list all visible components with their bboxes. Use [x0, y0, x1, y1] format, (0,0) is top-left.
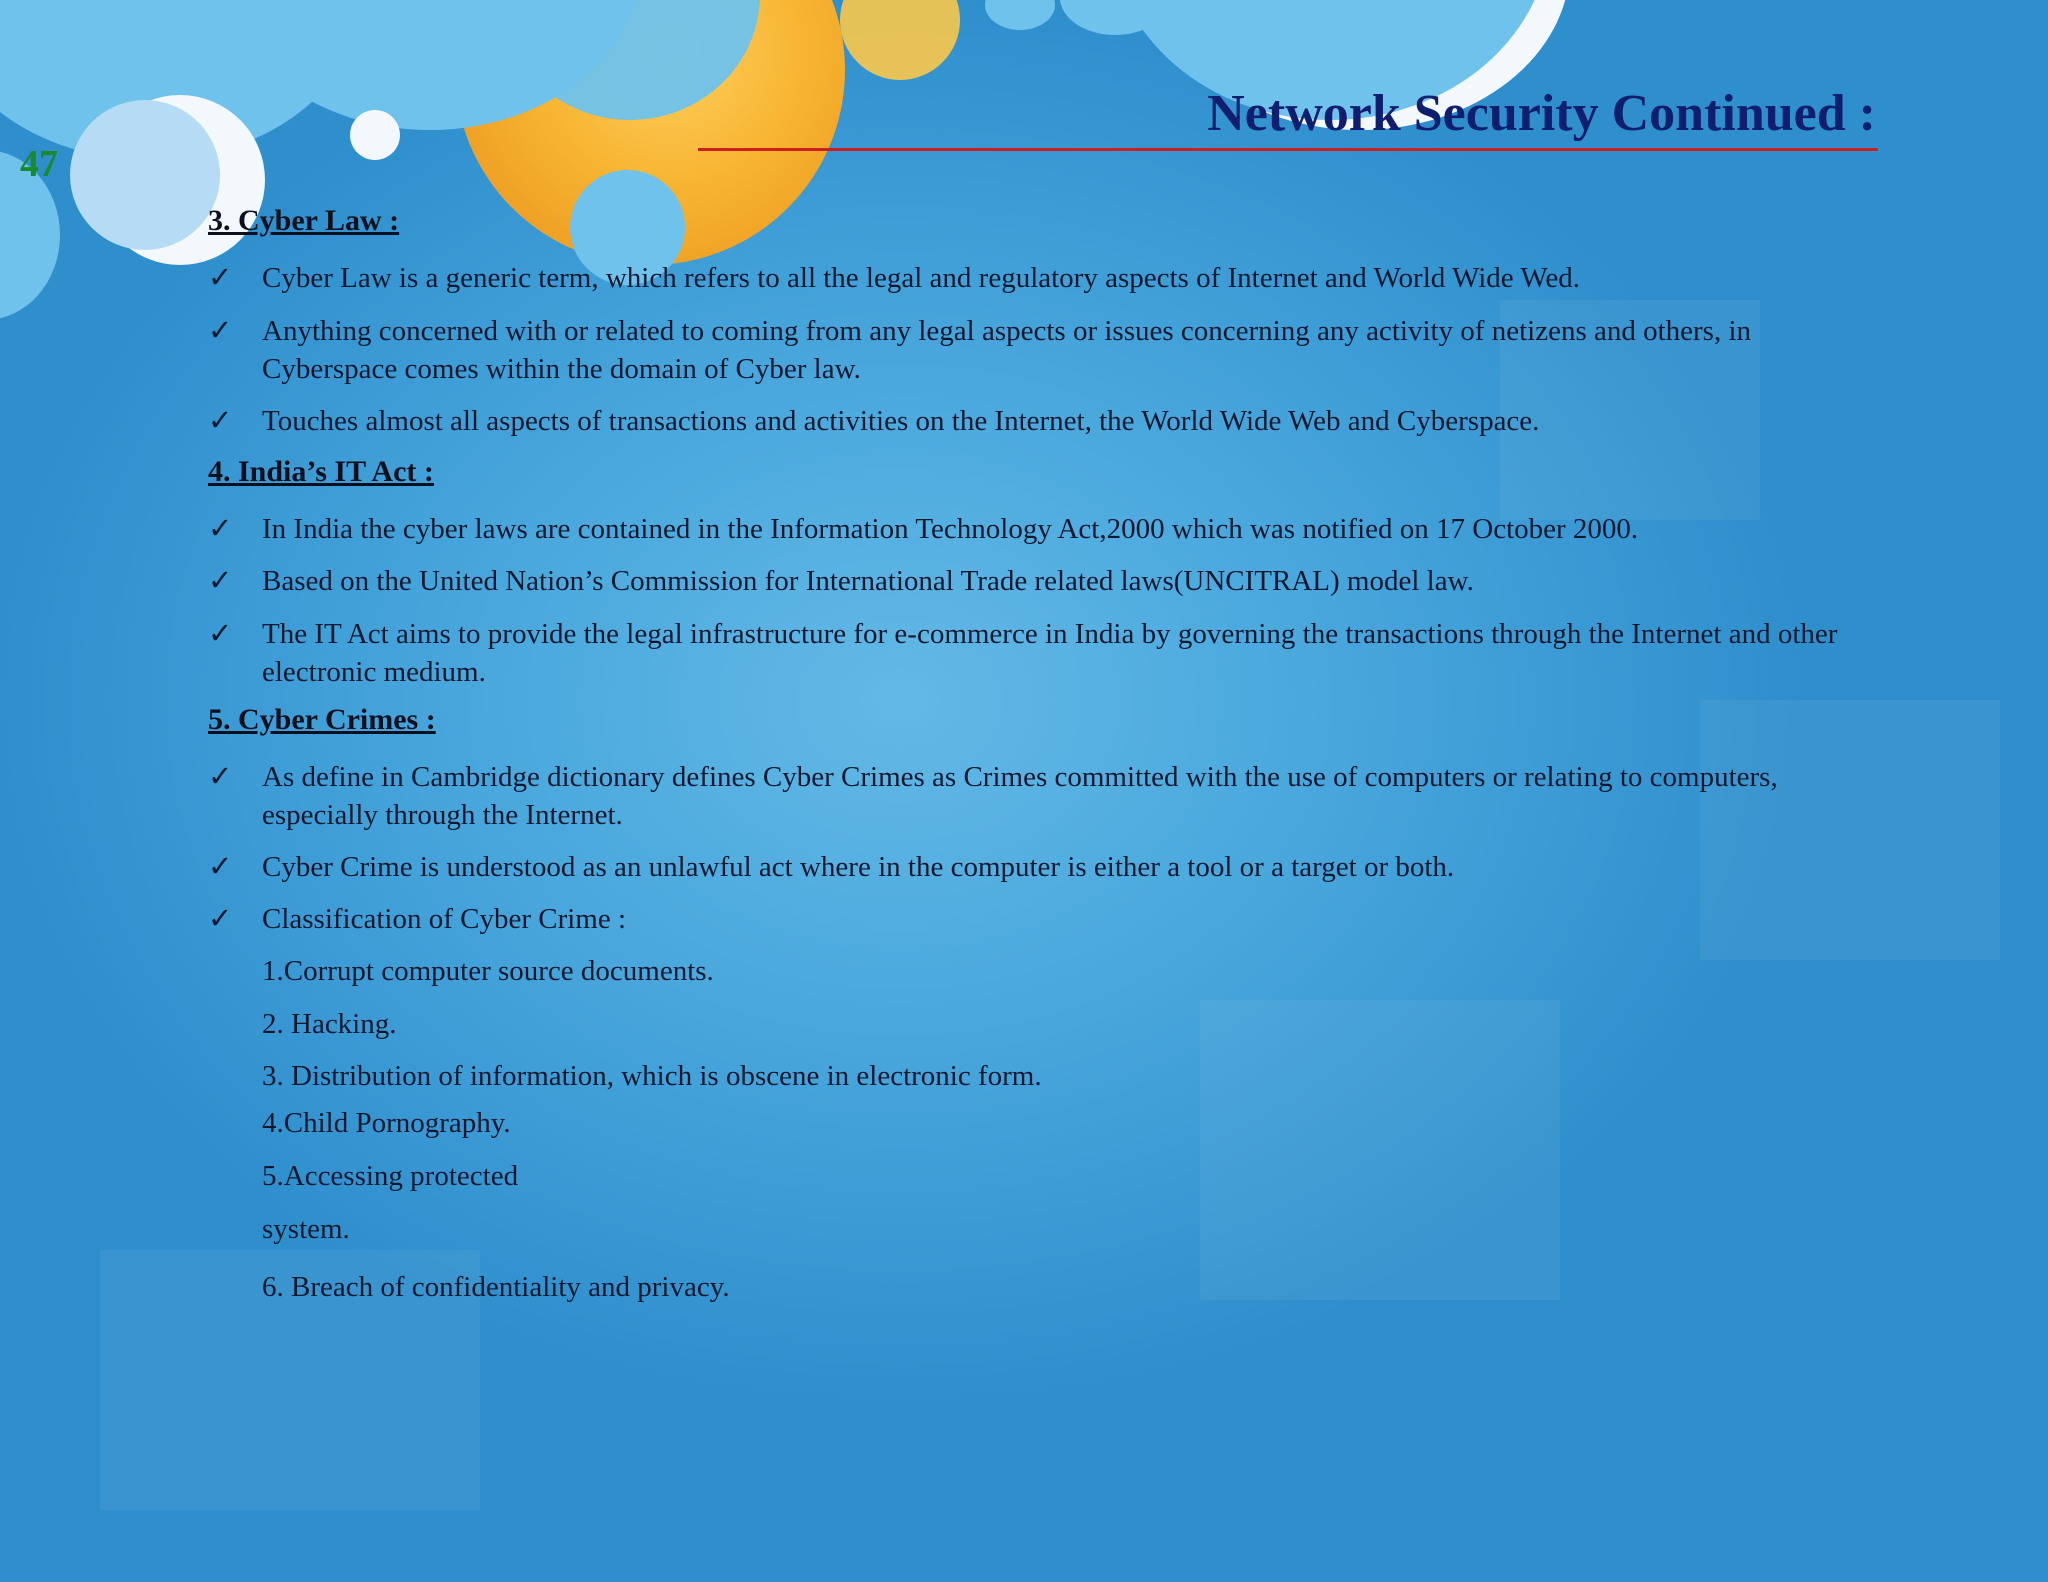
slide-title: Network Security Continued :	[1207, 85, 1876, 142]
bullet-text: In India the cyber laws are contained in the Information Technology Act,2000 which was notified on 17 October 2000.	[262, 513, 1639, 545]
bullet-item	[208, 510, 1848, 548]
bullet-text: Based on the United Nation’s Commission for International Trade related laws(UNCITRAL) model law.	[262, 565, 1474, 597]
bullet-text: Anything concerned with or related to coming from any legal aspects or issues concerning any activity of netizens and others, in Cyberspace comes within the domain of Cyber law.	[262, 315, 1752, 385]
classification-item: 4.Child Pornography.	[262, 1107, 511, 1139]
bullet-item	[208, 312, 1848, 388]
bullet-text: Cyber Crime is understood as an unlawful act where in the computer is either a tool or a target or both.	[262, 851, 1455, 883]
checkmark-icon: ✓	[208, 761, 233, 793]
cloud-decoration	[985, 0, 1055, 30]
bullet-item	[208, 615, 1848, 691]
checkmark-icon: ✓	[208, 903, 233, 935]
bullet-item	[208, 562, 1848, 600]
bullet-text: Touches almost all aspects of transactions and activities on the Internet, the World Wide Web and Cyberspace.	[262, 405, 1540, 437]
classification-item: 1.Corrupt computer source documents.	[262, 955, 714, 987]
cloud-decoration	[350, 110, 400, 160]
section-heading-cyber-law: 3. Cyber Law :	[208, 204, 400, 237]
checkmark-icon: ✓	[208, 513, 233, 545]
classification-item: 5.Accessing protected	[262, 1160, 519, 1192]
classification-item: 3. Distribution of information, which is obscene in electronic form.	[262, 1060, 1042, 1092]
title-underline	[698, 148, 1878, 151]
checkmark-icon: ✓	[208, 565, 233, 597]
bullet-text: Cyber Law is a generic term, which refers to all the legal and regulatory aspects of Internet and World Wide Wed.	[262, 262, 1581, 294]
bullet-item	[208, 848, 1848, 886]
section-heading-it-act: 4. India’s IT Act :	[208, 455, 434, 488]
bullet-item	[208, 402, 1848, 440]
checkmark-icon: ✓	[208, 851, 233, 883]
checkmark-icon: ✓	[208, 618, 233, 650]
checkmark-icon: ✓	[208, 315, 233, 347]
background-tile	[1200, 1000, 1560, 1300]
cloud-decoration	[70, 100, 220, 250]
checkmark-icon: ✓	[208, 262, 233, 294]
bullet-text: The IT Act aims to provide the legal infrastructure for e-commerce in India by governing the transactions through the Internet and other electronic medium.	[262, 618, 1838, 688]
bullet-item	[208, 900, 1848, 938]
classification-item: 2. Hacking.	[262, 1008, 397, 1040]
bullet-item	[208, 758, 1848, 834]
sun-glow	[840, 0, 960, 80]
section-heading-cyber-crimes: 5. Cyber Crimes :	[208, 703, 436, 736]
bullet-text: Classification of Cyber Crime :	[262, 903, 627, 935]
page-number: 47	[20, 143, 58, 185]
classification-item: system.	[262, 1213, 350, 1245]
bullet-text: As define in Cambridge dictionary defines Cyber Crimes as Crimes committed with the use of computers or relating to computers, especially through the Internet.	[262, 761, 1778, 831]
bullet-item	[208, 259, 1848, 297]
classification-item: 6. Breach of confidentiality and privacy.	[262, 1271, 730, 1303]
checkmark-icon: ✓	[208, 405, 233, 437]
